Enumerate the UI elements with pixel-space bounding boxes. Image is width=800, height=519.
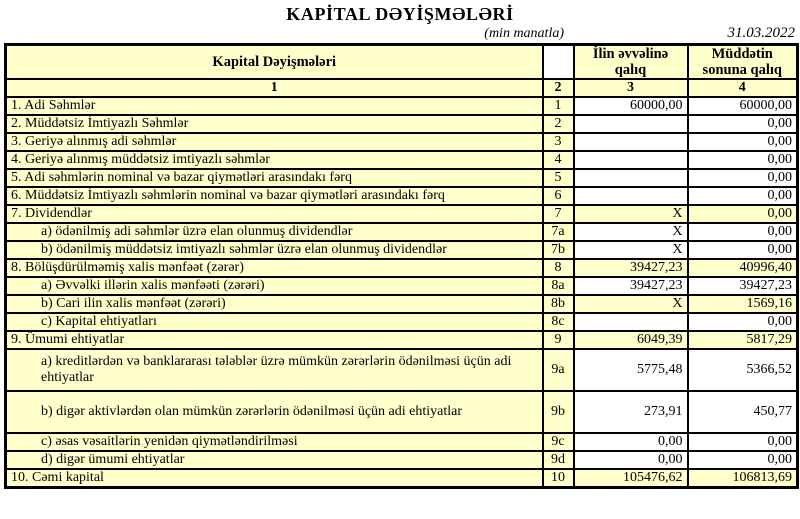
value-start	[574, 133, 688, 151]
value-end: 0,00	[688, 205, 798, 223]
report-date: 31.03.2022	[727, 25, 795, 41]
value-start: 6049,39	[574, 331, 688, 349]
col-index-4: 4	[688, 79, 798, 97]
value-start	[574, 313, 688, 331]
row-id: 9	[543, 331, 574, 349]
value-end: 0,00	[688, 433, 798, 451]
table-row	[6, 469, 798, 488]
table-row	[6, 223, 798, 241]
value-end: 0,00	[688, 223, 798, 241]
row-id: 7a	[543, 223, 574, 241]
table-row	[6, 97, 798, 115]
row-id: 6	[543, 187, 574, 205]
value-start: 0,00	[574, 451, 688, 469]
row-label: a) Əvvəlki illərin xalis mənfəəti (zərəri)	[6, 277, 543, 295]
row-id: 8b	[543, 295, 574, 313]
row-label: 8. Bölüşdürülməmiş xalis mənfəət (zərər)	[6, 259, 543, 277]
table-row	[6, 277, 798, 295]
row-label: 1. Adi Səhmlər	[6, 97, 543, 115]
row-id: 8a	[543, 277, 574, 295]
row-id: 8c	[543, 313, 574, 331]
table-row	[6, 169, 798, 187]
value-end: 0,00	[688, 151, 798, 169]
value-start: 39427,23	[574, 259, 688, 277]
value-end: 0,00	[688, 133, 798, 151]
value-end: 1569,16	[688, 295, 798, 313]
value-end: 5817,29	[688, 331, 798, 349]
row-label: 6. Müddətsiz İmtiyazlı səhmlərin nominal və bazar qiymətləri arasındakı fərq	[6, 187, 543, 205]
table-row	[6, 451, 798, 469]
value-start: 5775,48	[574, 349, 688, 391]
value-end: 0,00	[688, 115, 798, 133]
table-row	[6, 187, 798, 205]
value-start: X	[574, 295, 688, 313]
value-end: 40996,40	[688, 259, 798, 277]
value-start	[574, 187, 688, 205]
row-id: 5	[543, 169, 574, 187]
value-end: 0,00	[688, 451, 798, 469]
table-header-row	[6, 45, 798, 80]
value-start	[574, 115, 688, 133]
header-start-balance-cell: İlin əvvəlinə qalıq	[574, 45, 688, 80]
col-index-3: 3	[574, 79, 688, 97]
row-id: 1	[543, 97, 574, 115]
value-start: 105476,62	[574, 469, 688, 488]
value-start: 39427,23	[574, 277, 688, 295]
row-id: 4	[543, 151, 574, 169]
row-id: 9a	[543, 349, 574, 391]
header-title-cell: Kapital Dəyişmələri	[6, 45, 543, 80]
row-id: 9b	[543, 391, 574, 433]
table-row	[6, 331, 798, 349]
row-id: 10	[543, 469, 574, 488]
value-start: X	[574, 241, 688, 259]
column-index-row	[6, 79, 798, 97]
header-empty-cell	[543, 45, 574, 80]
table-row	[6, 259, 798, 277]
value-end: 0,00	[688, 241, 798, 259]
row-label: 9. Ümumi ehtiyatlar	[6, 331, 543, 349]
row-label: 10. Cəmi kapital	[6, 469, 543, 488]
value-end: 5366,52	[688, 349, 798, 391]
table-row	[6, 241, 798, 259]
row-label: c) əsas vəsaitlərin yenidən qiymətləndirilməsi	[6, 433, 543, 451]
value-start: 0,00	[574, 433, 688, 451]
row-id: 2	[543, 115, 574, 133]
row-label: a) ödənilmiş adi səhmlər üzrə elan olunmuş dividendlər	[6, 223, 543, 241]
units-note: (min manatla)	[484, 26, 564, 41]
row-label: b) ödənilmiş müddətsiz imtiyazlı səhmlər üzrə elan olunmuş dividendlər	[6, 241, 543, 259]
value-start: X	[574, 205, 688, 223]
value-start: X	[574, 223, 688, 241]
table-row	[6, 349, 798, 391]
table-row	[6, 133, 798, 151]
value-end: 0,00	[688, 187, 798, 205]
row-label: 7. Dividendlər	[6, 205, 543, 223]
row-label: b) Cari ilin xalis mənfəət (zərəri)	[6, 295, 543, 313]
row-label: b) digər aktivlərdən olan mümkün zərərlərin ödənilməsi üçün adi ehtiyatlar	[6, 391, 543, 433]
row-label: d) digər ümumi ehtiyatlar	[6, 451, 543, 469]
row-id: 9d	[543, 451, 574, 469]
value-start	[574, 169, 688, 187]
row-id: 7b	[543, 241, 574, 259]
value-start: 273,91	[574, 391, 688, 433]
value-start	[574, 151, 688, 169]
value-start: 60000,00	[574, 97, 688, 115]
table-row	[6, 115, 798, 133]
header-end-balance-cell: Müddətin sonuna qalıq	[688, 45, 798, 80]
capital-changes-table	[4, 43, 799, 489]
value-end: 106813,69	[688, 469, 798, 488]
page-title: KAPİTAL DƏYİŞMƏLƏRİ	[286, 4, 514, 24]
row-label: 5. Adi səhmlərin nominal və bazar qiymətləri arasındakı fərq	[6, 169, 543, 187]
subtitle-row	[4, 24, 796, 43]
col-index-1: 1	[6, 79, 543, 97]
row-label: 4. Geriyə alınmış müddətsiz imtiyazlı səhmlər	[6, 151, 543, 169]
value-end: 0,00	[688, 169, 798, 187]
value-end: 60000,00	[688, 97, 798, 115]
row-id: 9c	[543, 433, 574, 451]
table-row	[6, 151, 798, 169]
row-label: c) Kapital ehtiyatları	[6, 313, 543, 331]
row-label: 3. Geriyə alınmış adi səhmlər	[6, 133, 543, 151]
table-row	[6, 313, 798, 331]
row-label: a) kreditlərdən və banklararası tələblər üzrə mümkün zərərlərin ödənilməsi üçün adi ehtiyatlar	[6, 349, 543, 391]
value-end: 450,77	[688, 391, 798, 433]
row-id: 3	[543, 133, 574, 151]
table-row	[6, 391, 798, 433]
value-end: 39427,23	[688, 277, 798, 295]
value-end: 0,00	[688, 313, 798, 331]
row-id: 8	[543, 259, 574, 277]
row-id: 7	[543, 205, 574, 223]
row-label: 2. Müddətsiz İmtiyazlı Səhmlər	[6, 115, 543, 133]
col-index-2: 2	[543, 79, 574, 97]
table-row	[6, 433, 798, 451]
table-row	[6, 205, 798, 223]
table-row	[6, 295, 798, 313]
